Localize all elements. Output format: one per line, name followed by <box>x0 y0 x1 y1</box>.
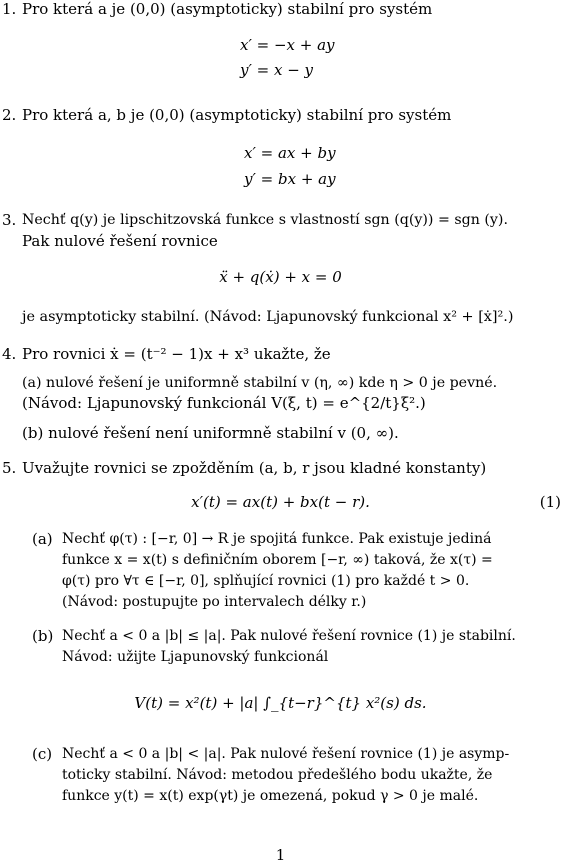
problem-1-equation-2: y′ = x − y <box>240 61 314 79</box>
problem-3-line-1: Nechť q(y) je lipschitzovská funkce s vlastností sgn (q(y)) = sgn (y). <box>22 212 508 228</box>
problem-5-text: Uvažujte rovnici se zpožděním (a, b, r jsou kladné konstanty) <box>22 459 487 477</box>
problem-4b-text: (b) nulové řešení není uniformně stabilní v (0, ∞). <box>22 424 399 442</box>
problem-1-text: Pro která a je (0,0) (asymptoticky) stabilní pro systém <box>22 0 433 18</box>
problem-2-number: 2. <box>2 106 17 124</box>
equation-number: (1) <box>539 493 561 511</box>
problem-3-line-2: Pak nulové řešení rovnice <box>22 232 218 250</box>
problem-2-equation-1: x′ = ax + by <box>244 144 336 162</box>
problem-5c-line-1: Nechť a < 0 a |b| < |a|. Pak nulové řešení rovnice (1) je asymp- <box>62 746 510 762</box>
problem-5b-equation: V(t) = x²(t) + |a| ∫_{t−r}^{t} x²(s) ds. <box>134 694 427 712</box>
problem-4a-line-2: (Návod: Ljapunovský funkcionál V(ξ, t) = e^{2/t}ξ².) <box>22 394 426 412</box>
problem-4-number: 4. <box>2 345 17 363</box>
problem-1-equation-1: x′ = −x + ay <box>240 36 335 54</box>
problem-5a-line-1: Nechť φ(τ) : [−r, 0] → R je spojitá funkce. Pak existuje jediná <box>62 531 492 547</box>
problem-5-number: 5. <box>2 459 17 477</box>
problem-5a-line-2: funkce x = x(t) s definičním oborem [−r, ∞) taková, že x(τ) = <box>62 552 493 568</box>
problem-5b-label: (b) <box>32 627 54 645</box>
problem-2-text: Pro která a, b je (0,0) (asymptoticky) stabilní pro systém <box>22 106 452 124</box>
problem-5a-line-4: (Návod: postupujte po intervalech délky r.) <box>62 594 367 610</box>
problem-5c-line-2: toticky stabilní. Návod: metodou předešlého bodu ukažte, že <box>62 767 493 783</box>
problem-5a-label: (a) <box>32 530 53 548</box>
problem-5c-label: (c) <box>32 745 53 763</box>
problem-4-text: Pro rovnici ẋ = (t⁻² − 1)x + x³ ukažte, že <box>22 345 331 363</box>
problem-1-number: 1. <box>2 0 17 18</box>
problem-5b-line-2: Návod: užijte Ljapunovský funkcionál <box>62 649 329 665</box>
problem-3-line-3: je asymptoticky stabilní. (Návod: Ljapunovský funkcional x² + [ẋ]².) <box>22 309 514 325</box>
problem-3-number: 3. <box>2 211 17 229</box>
problem-5c-line-3: funkce y(t) = x(t) exp(γt) je omezená, pokud γ > 0 je malé. <box>62 788 479 804</box>
problem-5b-line-1: Nechť a < 0 a |b| ≤ |a|. Pak nulové řešení rovnice (1) je stabilní. <box>62 628 516 644</box>
problem-4a-line-1: (a) nulové řešení je uniformně stabilní v (η, ∞) kde η > 0 je pevné. <box>22 375 498 391</box>
problem-3-equation: ẍ + q(ẋ) + x = 0 <box>219 268 342 286</box>
problem-5-equation: x′(t) = ax(t) + bx(t − r). <box>191 493 370 511</box>
page-number: 1 <box>275 846 286 864</box>
problem-5a-line-3: φ(τ) pro ∀τ ∈ [−r, 0], splňující rovnici (1) pro každé t > 0. <box>62 573 470 589</box>
problem-2-equation-2: y′ = bx + ay <box>244 170 336 188</box>
